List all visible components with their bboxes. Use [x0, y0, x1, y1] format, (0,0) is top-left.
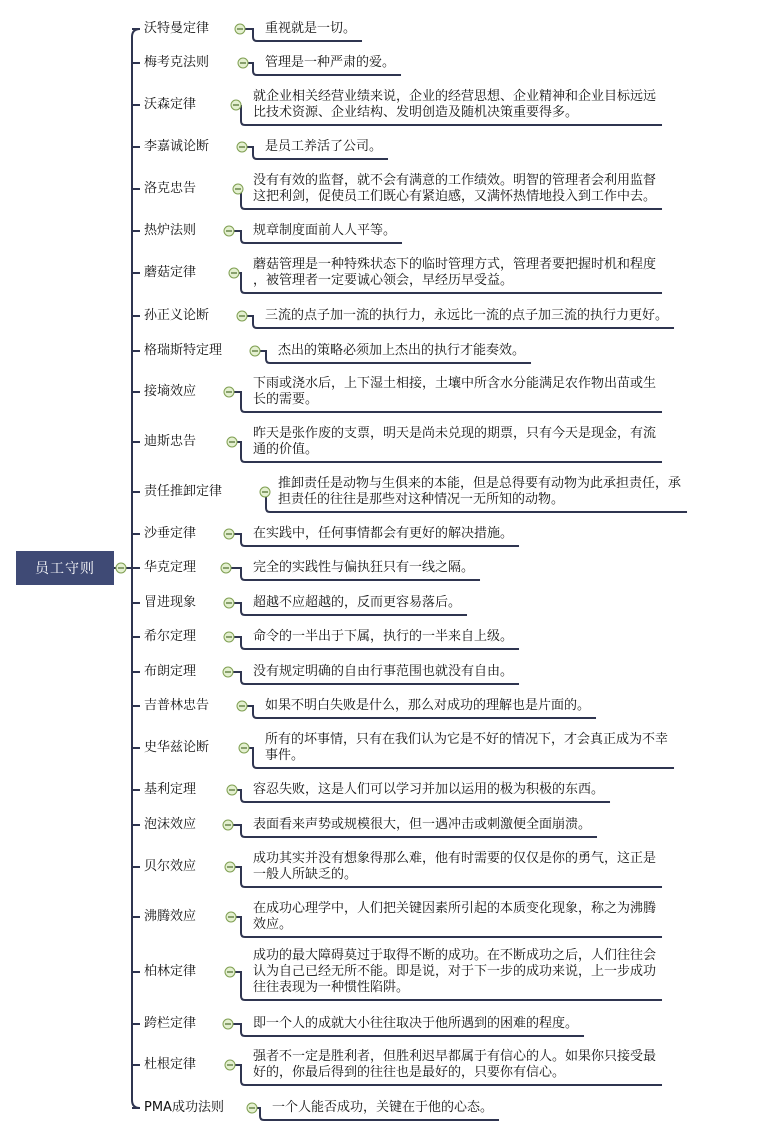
branch-node[interactable]: 贝尔效应: [144, 859, 197, 874]
branch-node[interactable]: 沙垂定律: [144, 526, 197, 541]
branch-node[interactable]: 希尔定理: [144, 629, 197, 644]
branch-node[interactable]: 基利定理: [144, 782, 197, 797]
branch-node[interactable]: 责任推卸定律: [144, 484, 223, 499]
leaf-text: 没有有效的监督，就不会有满意的工作绩效。明智的管理者会利用监督 这把利剑，促使员工们既心有紧迫感，又满怀热情地投入到工作中去。: [253, 173, 657, 204]
leaf-text: 完全的实践性与偏执狂只有一线之隔。: [253, 560, 475, 575]
branch-node[interactable]: PMA成功法则: [144, 1100, 224, 1115]
branch-node[interactable]: 孙正义论断: [144, 308, 210, 323]
leaf-text: 在成功心理学中，人们把关键因素所引起的本质变化现象，称之为沸腾 效应。: [253, 901, 657, 932]
branch-node[interactable]: 热炉法则: [144, 223, 197, 238]
leaf-text: 成功的最大障碍莫过于取得不断的成功。在不断成功之后，人们往往会 认为自己已经无所不能。即是说，对于下一步的成功来说，上一步成功 往往表现为一种惯性陷阱。: [253, 948, 657, 995]
leaf-text: 在实践中，任何事情都会有更好的解决措施。: [253, 526, 514, 541]
branch-node[interactable]: 泡沫效应: [144, 817, 197, 832]
leaf-text: 表面看来声势或规模很大，但一遇冲击或刺激便全面崩溃。: [253, 817, 592, 832]
branch-node[interactable]: 沃森定律: [144, 97, 197, 112]
branch-node[interactable]: 沃特曼定律: [144, 21, 210, 36]
branch-node[interactable]: 冒进现象: [144, 595, 197, 610]
leaf-text: 即一个人的成就大小往往取决于他所遇到的困难的程度。: [253, 1016, 579, 1031]
branch-node[interactable]: 华克定理: [144, 560, 197, 575]
branch-node[interactable]: 布朗定理: [144, 664, 197, 679]
leaf-text: 所有的坏事情，只有在我们认为它是不好的情况下，才会真正成为不幸 事件。: [265, 732, 669, 763]
branch-node[interactable]: 史华兹论断: [144, 740, 210, 755]
leaf-text: 重视就是一切。: [265, 21, 357, 36]
branch-node[interactable]: 吉普林忠告: [144, 698, 210, 713]
branch-node[interactable]: 迪斯忠告: [144, 434, 197, 449]
leaf-text: 成功其实并没有想象得那么难，他有时需要的仅仅是你的勇气，这正是 一般人所缺乏的。: [253, 851, 657, 882]
branch-node[interactable]: 沸腾效应: [144, 909, 197, 924]
branch-node[interactable]: 杜根定律: [144, 1057, 197, 1072]
leaf-text: 是员工养活了公司。: [265, 139, 383, 154]
leaf-text: 昨天是张作废的支票，明天是尚未兑现的期票，只有今天是现金，有流 通的价值。: [253, 426, 657, 457]
leaf-text: 蘑菇管理是一种特殊状态下的临时管理方式，管理者要把握时机和程度 ，被管理者一定要诚心领会，早经历早受益。: [253, 257, 657, 288]
branch-node[interactable]: 梅考克法则: [144, 55, 210, 70]
branch-node[interactable]: 跨栏定律: [144, 1016, 197, 1031]
leaf-text: 杰出的策略必须加上杰出的执行才能奏效。: [278, 343, 526, 358]
branch-node[interactable]: 柏林定律: [144, 964, 197, 979]
leaf-text: 没有规定明确的自由行事范围也就没有自由。: [253, 664, 514, 679]
root-node[interactable]: [16, 551, 114, 585]
leaf-text: 容忍失败，这是人们可以学习并加以运用的极为积极的东西。: [253, 782, 605, 797]
branch-node[interactable]: 接墒效应: [144, 384, 197, 399]
leaf-text: 就企业相关经营业绩来说，企业的经营思想、企业精神和企业目标远远 比技术资源、企业结构、发明创造及随机决策重要得多。: [253, 89, 657, 120]
branch-node[interactable]: 李嘉诚论断: [144, 139, 210, 154]
leaf-text: 如果不明白失败是什么，那么对成功的理解也是片面的。: [265, 698, 591, 713]
leaf-text: 三流的点子加一流的执行力，永远比一流的点子加三流的执行力更好。: [265, 308, 669, 323]
leaf-text: 一个人能否成功，关键在于他的心态。: [272, 1100, 494, 1115]
leaf-text: 规章制度面前人人平等。: [253, 223, 397, 238]
leaf-text: 命令的一半出于下属，执行的一半来自上级。: [253, 629, 514, 644]
branch-node[interactable]: 格瑞斯特定理: [144, 343, 223, 358]
leaf-text: 超越不应超越的，反而更容易落后。: [253, 595, 462, 610]
branch-node[interactable]: 蘑菇定律: [144, 265, 197, 280]
leaf-text: 管理是一种严肃的爱。: [265, 55, 396, 70]
root-title: 员工守则: [35, 561, 95, 577]
leaf-text: 强者不一定是胜利者，但胜利迟早都属于有信心的人。如果你只接受最 好的，你最后得到的往往也是最好的，只要你有信心。: [253, 1049, 657, 1080]
branch-node[interactable]: 洛克忠告: [144, 181, 197, 196]
leaf-text: 下雨或浇水后，上下湿土相接，土壤中所含水分能满足农作物出苗或生 长的需要。: [253, 376, 657, 407]
leaf-text: 推卸责任是动物与生俱来的本能，但是总得要有动物为此承担责任，承 担责任的往往是那些对这种情况一无所知的动物。: [278, 476, 682, 507]
